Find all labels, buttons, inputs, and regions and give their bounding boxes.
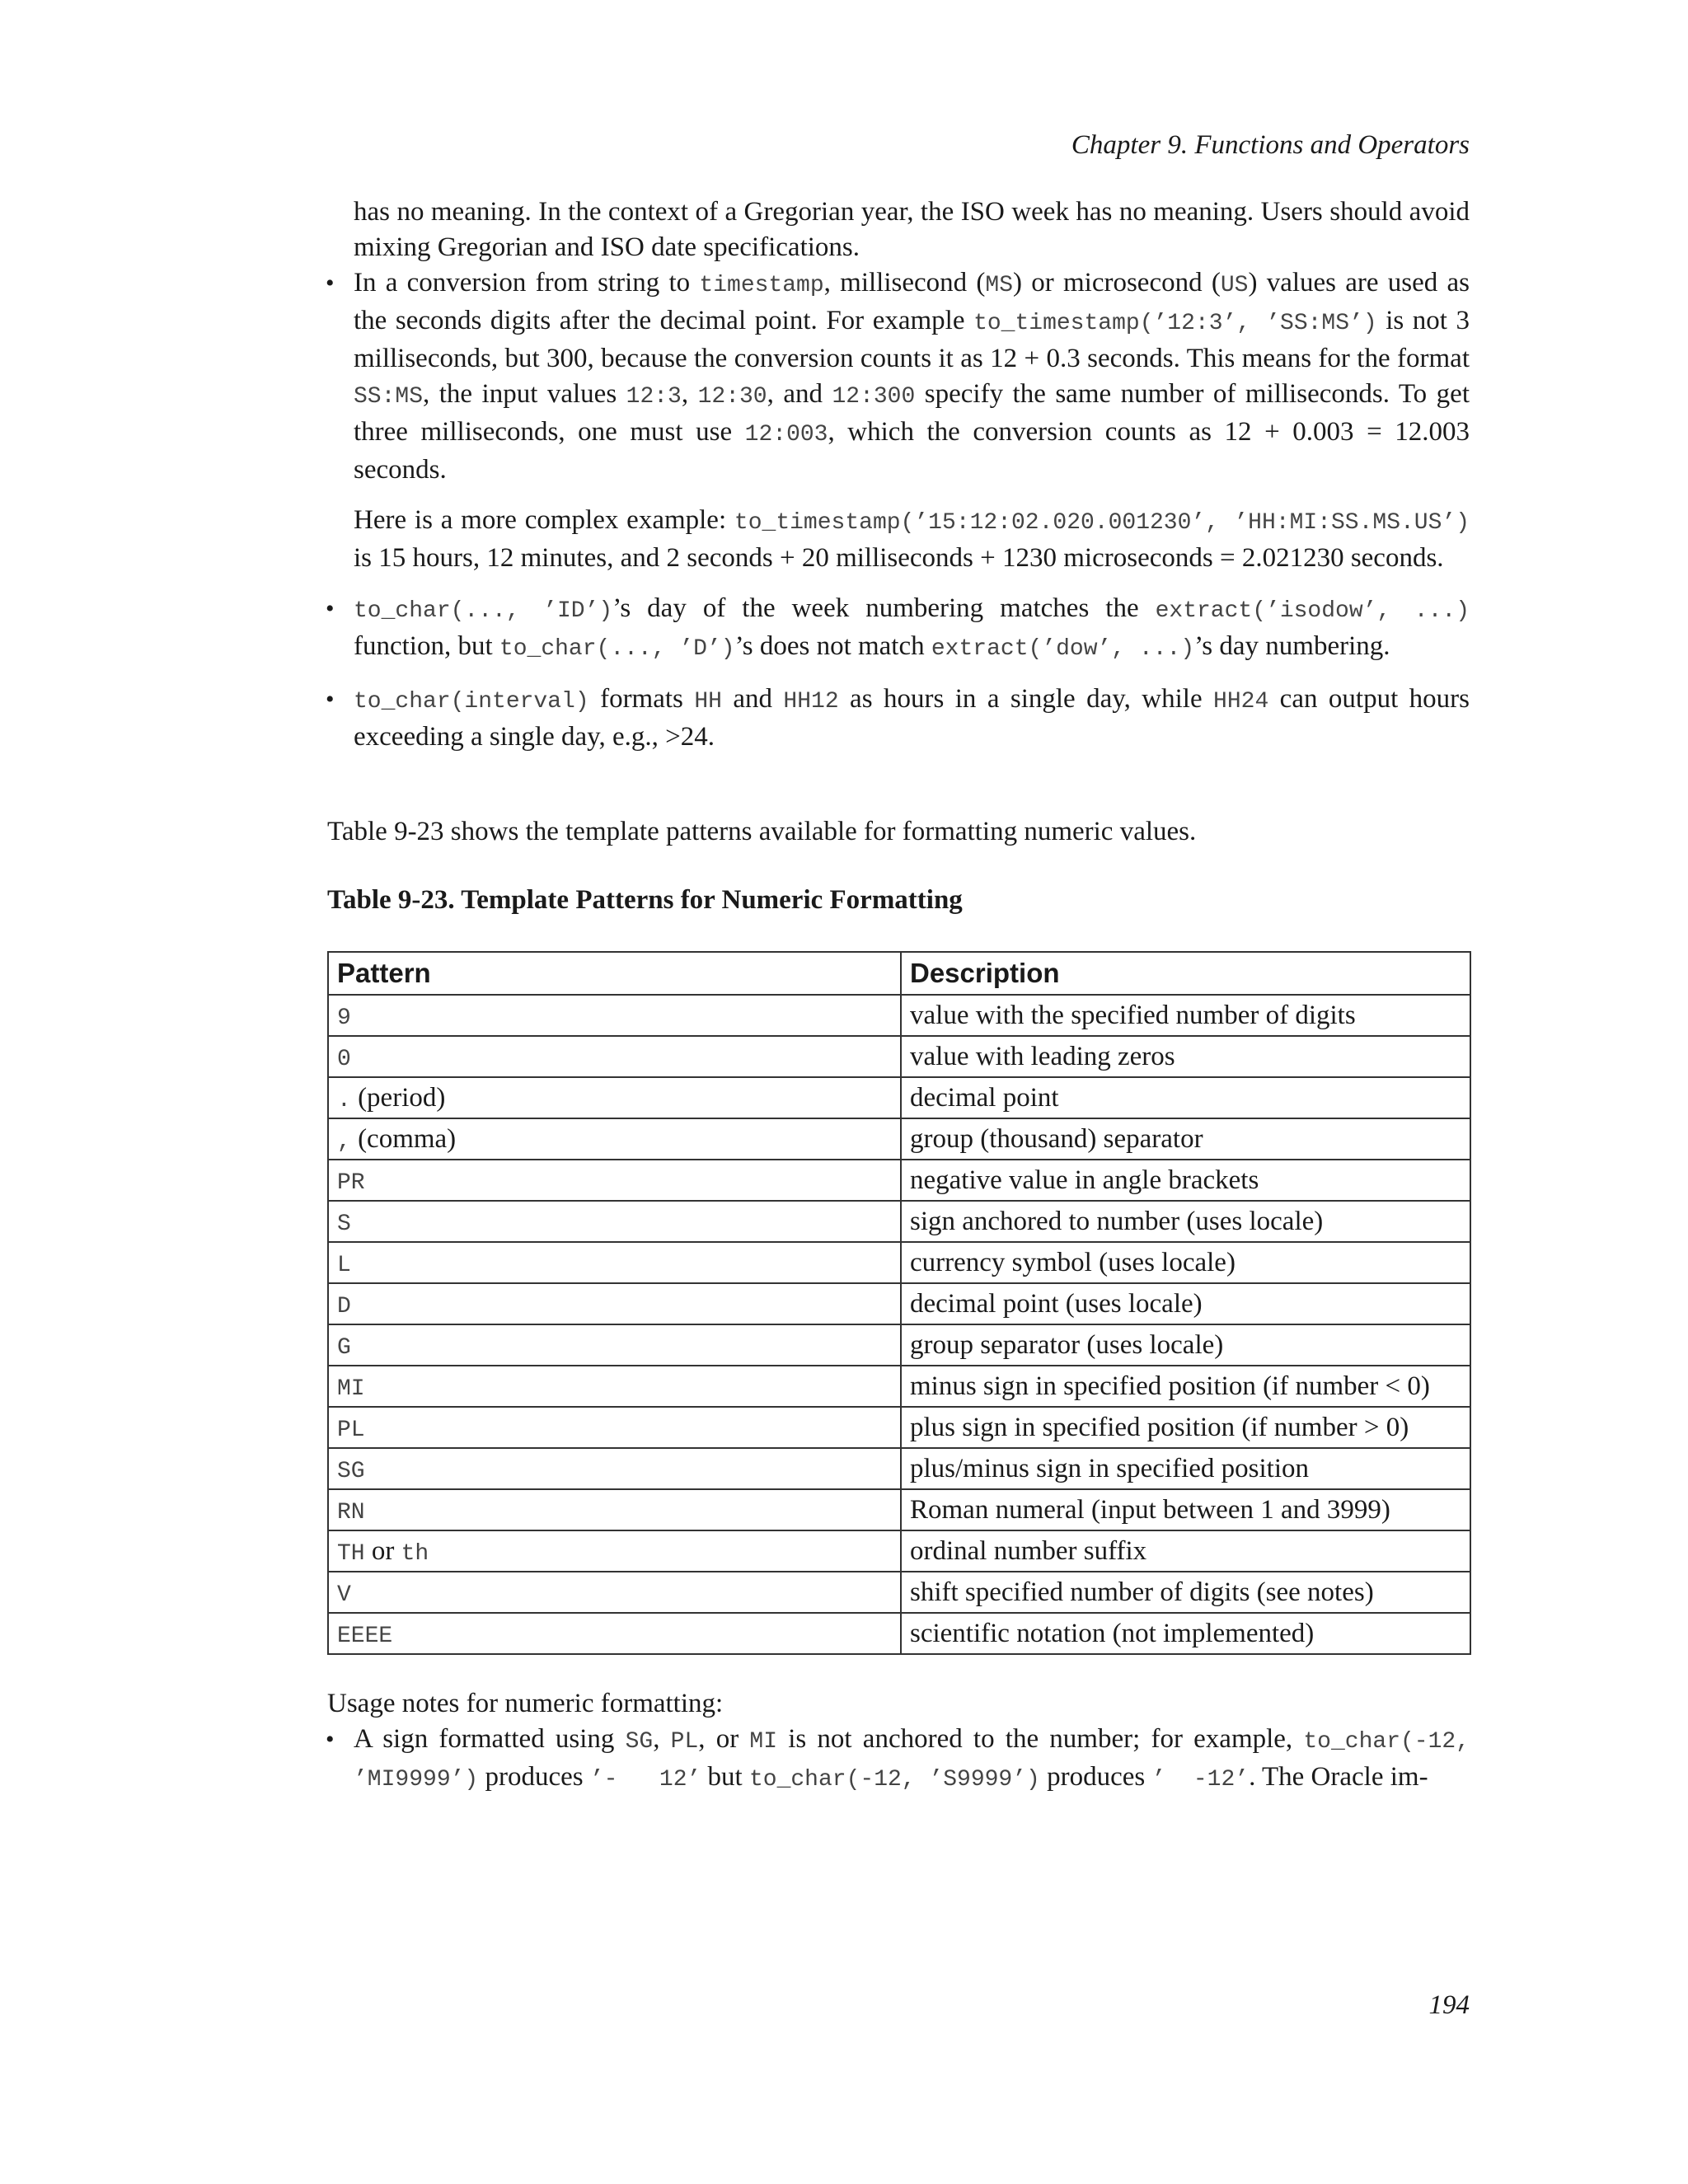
pattern-code-alt: th	[401, 1540, 429, 1567]
column-header-description: Description	[901, 952, 1470, 995]
table-row	[328, 1036, 1470, 1077]
description-cell: negative value in angle brackets	[901, 1160, 1470, 1201]
bullet-paragraph	[354, 265, 1470, 488]
code-run: to_timestamp(’15:12:02.020.001230’, ’HH:MI:SS.MS.US’)	[734, 510, 1470, 536]
pattern-code: 0	[337, 1046, 351, 1072]
pattern-note: or	[364, 1535, 401, 1566]
text-run: and	[721, 684, 784, 714]
code-run: HH24	[1213, 689, 1269, 715]
table-intro: Table 9-23 shows the template patterns available for formatting numeric values.	[327, 817, 1197, 846]
code-run: MI	[749, 1729, 778, 1755]
description-cell: ordinal number suffix	[901, 1530, 1470, 1572]
text-run: specify the same number of milliseconds. To get three milliseconds, one must use	[354, 379, 1470, 447]
list-item	[327, 682, 1470, 755]
pattern-cell	[328, 1448, 901, 1489]
text-run: ,	[681, 379, 698, 409]
text-run: produces	[1039, 1762, 1152, 1792]
description-cell: value with the specified number of digits	[901, 995, 1470, 1036]
text-run: but	[701, 1762, 749, 1792]
pattern-code: L	[337, 1252, 351, 1278]
pattern-code: G	[337, 1334, 351, 1361]
text-run: produces	[478, 1762, 590, 1792]
usage-notes-heading: Usage notes for numeric formatting:	[327, 1689, 724, 1718]
text-run: can output hours exceeding a single day, e.g., >24.	[354, 684, 1470, 752]
text-run: as hours in a single day, while	[838, 684, 1214, 714]
bullet-paragraph	[354, 1722, 1470, 1797]
pattern-code: ,	[337, 1128, 351, 1155]
pattern-cell	[328, 1160, 901, 1201]
table-row	[328, 1448, 1470, 1489]
description-cell: scientific notation (not implemented)	[901, 1613, 1470, 1654]
bullet-icon: •	[326, 595, 335, 622]
text-run: is 15 hours, 12 minutes, and 2 seconds + 20 milliseconds + 1230 microseconds = 2.021230 seconds.	[354, 543, 1444, 573]
code-run: PL	[670, 1729, 699, 1755]
code-run: to_timestamp(’12:3’, ’SS:MS’)	[973, 311, 1377, 336]
table-row	[328, 995, 1470, 1036]
description-cell: decimal point	[901, 1077, 1470, 1118]
code-run: US	[1220, 273, 1249, 298]
code-run: HH	[694, 689, 722, 715]
pattern-cell	[328, 1489, 901, 1530]
table-row	[328, 1530, 1470, 1572]
pattern-note: (comma)	[350, 1123, 457, 1154]
description-cell: minus sign in specified position (if number < 0)	[901, 1366, 1470, 1407]
pattern-code: RN	[337, 1499, 365, 1526]
table-row	[328, 1366, 1470, 1407]
text-run: In a conversion from string to	[354, 268, 700, 298]
pattern-code: SG	[337, 1458, 365, 1484]
pattern-cell	[328, 1242, 901, 1283]
description-cell: currency symbol (uses locale)	[901, 1242, 1470, 1283]
pattern-code: PL	[337, 1417, 365, 1443]
pattern-code: EEEE	[337, 1623, 393, 1649]
pattern-cell	[328, 1366, 901, 1407]
code-run: SG	[625, 1729, 654, 1755]
code-run: timestamp	[699, 273, 824, 298]
pattern-cell	[328, 1324, 901, 1366]
page-content	[327, 194, 1470, 1812]
date-notes-list	[327, 265, 1470, 755]
bullet-icon: •	[326, 1726, 335, 1753]
description-cell: plus/minus sign in specified position	[901, 1448, 1470, 1489]
code-run: ’ -12’	[1151, 1767, 1250, 1793]
list-item	[327, 591, 1470, 667]
pattern-cell	[328, 1407, 901, 1448]
text-run: Here is a more complex example:	[354, 505, 734, 535]
list-item	[327, 265, 1470, 576]
code-run: to_char(interval)	[354, 689, 589, 715]
description-cell: decimal point (uses locale)	[901, 1283, 1470, 1324]
text-run: function, but	[354, 631, 499, 661]
running-header: Chapter 9. Functions and Operators	[1071, 130, 1470, 160]
code-run: extract(’dow’, ...)	[931, 636, 1195, 662]
table-row	[328, 1613, 1470, 1654]
table-row	[328, 1407, 1470, 1448]
code-run: to_char(..., ’D’)	[499, 636, 735, 662]
page-number: 194	[1428, 1990, 1470, 2020]
pattern-cell	[328, 995, 901, 1036]
pattern-code: .	[337, 1087, 351, 1113]
table-row	[328, 1160, 1470, 1201]
code-run: SS:MS	[354, 384, 424, 410]
pattern-code: TH	[337, 1540, 365, 1567]
description-cell: group (thousand) separator	[901, 1118, 1470, 1160]
description-cell: value with leading zeros	[901, 1036, 1470, 1077]
pattern-code: 9	[337, 1005, 351, 1031]
code-run: to_char(-12, ’MI9999’)	[354, 1729, 1470, 1793]
pattern-cell	[328, 1613, 901, 1654]
table-row	[328, 1118, 1470, 1160]
text-run: ) values are used as the seconds digits after the decimal point. For example	[354, 268, 1470, 335]
text-run: , or	[698, 1724, 750, 1754]
table-row	[328, 1201, 1470, 1242]
pattern-note: (period)	[350, 1082, 446, 1113]
pattern-cell	[328, 1118, 901, 1160]
bullet-paragraph	[354, 591, 1470, 667]
code-run: ’- 12’	[589, 1767, 701, 1793]
text-run: , which the conversion counts as 12 + 0.003 = 12.003 seconds.	[354, 417, 1470, 485]
description-cell: Roman numeral (input between 1 and 3999)	[901, 1489, 1470, 1530]
pattern-cell	[328, 1530, 901, 1572]
text-run: . The Oracle im-	[1249, 1762, 1428, 1792]
text-run: ’s does not match	[734, 631, 931, 661]
table-row	[328, 1489, 1470, 1530]
text-run: is not anchored to the number; for example,	[777, 1724, 1304, 1754]
code-run: 12:003	[744, 422, 828, 448]
table-header-row	[328, 952, 1470, 995]
text-run: , millisecond (	[823, 268, 986, 298]
continuation-paragraph: has no meaning. In the context of a Gregorian year, the ISO week has no meaning. Users should avoid mixing Gregorian and ISO date specifications.	[354, 197, 1470, 262]
table-title: Table 9-23. Template Patterns for Numeric Formatting	[327, 885, 963, 915]
bullet-paragraph	[354, 682, 1470, 755]
numeric-patterns-table	[327, 951, 1471, 1655]
pattern-cell	[328, 1201, 901, 1242]
table-row	[328, 1242, 1470, 1283]
table-row	[328, 1572, 1470, 1613]
table-row	[328, 1324, 1470, 1366]
code-run: MS	[985, 273, 1013, 298]
text-run: , and	[767, 379, 832, 409]
text-run: ,	[653, 1724, 671, 1754]
text-run: is not 3 milliseconds, but 300, because the conversion counts it as 12 + 0.3 seconds. This means for the format	[354, 306, 1470, 373]
code-run: 12:30	[697, 384, 767, 410]
pattern-code: S	[337, 1211, 351, 1237]
pattern-code: MI	[337, 1376, 365, 1402]
text-run: ) or microsecond (	[1013, 268, 1221, 298]
list-item	[327, 1722, 1470, 1797]
code-run: HH12	[783, 689, 839, 715]
text-run: formats	[588, 684, 695, 714]
table-row	[328, 1077, 1470, 1118]
code-run: 12:300	[832, 384, 916, 410]
description-cell: shift specified number of digits (see notes)	[901, 1572, 1470, 1613]
column-header-pattern: Pattern	[328, 952, 901, 995]
text-run: , the input values	[423, 379, 626, 409]
text-run: A sign formatted using	[354, 1724, 626, 1754]
pattern-cell	[328, 1283, 901, 1324]
pattern-cell	[328, 1572, 901, 1613]
text-run: ’s day of the week numbering matches the	[612, 593, 1156, 623]
table-body	[328, 995, 1470, 1654]
code-run: 12:3	[626, 384, 682, 410]
pattern-cell	[328, 1077, 901, 1118]
description-cell: plus sign in specified position (if number > 0)	[901, 1407, 1470, 1448]
pattern-cell	[328, 1036, 901, 1077]
numeric-notes-list	[327, 1722, 1470, 1797]
pattern-code: PR	[337, 1169, 365, 1196]
pattern-code: D	[337, 1293, 351, 1319]
bullet-icon: •	[326, 269, 335, 297]
bullet-icon: •	[326, 686, 335, 713]
description-cell: group separator (uses locale)	[901, 1324, 1470, 1366]
text-run: ’s day numbering.	[1194, 631, 1390, 661]
code-run: to_char(..., ’ID’)	[354, 598, 613, 624]
code-run: to_char(-12, ’S9999’)	[748, 1767, 1040, 1793]
pattern-code: V	[337, 1582, 351, 1608]
bullet-subparagraph	[354, 503, 1470, 576]
table-row	[328, 1283, 1470, 1324]
code-run: extract(’isodow’, ...)	[1155, 598, 1470, 624]
description-cell: sign anchored to number (uses locale)	[901, 1201, 1470, 1242]
